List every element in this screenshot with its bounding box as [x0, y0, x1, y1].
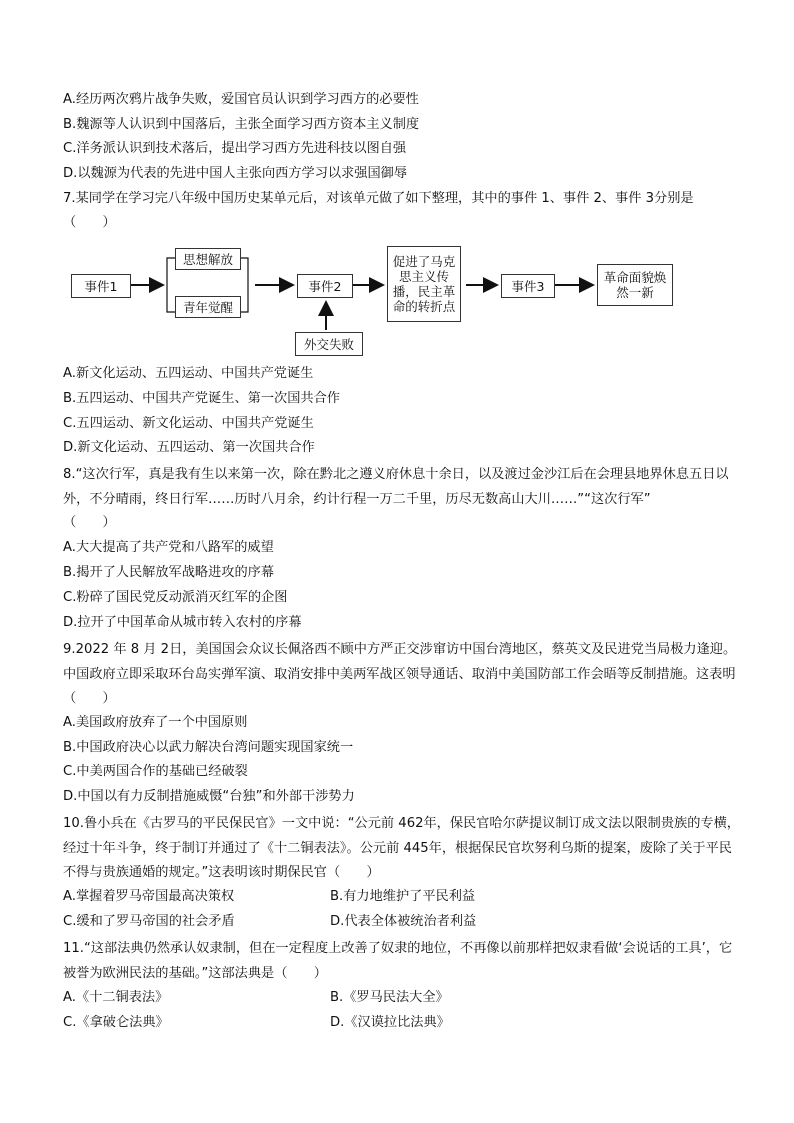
q8-answer-paren: （ ）	[63, 515, 116, 530]
q8-option-b: B.揭开了人民解放军战略进攻的序幕	[63, 565, 275, 580]
result-box: 革命面貌焕然一新	[597, 264, 673, 306]
youth-awakening-box: 青年觉醒	[175, 296, 241, 318]
q7-option-b: B.五四运动、中国共产党诞生、第一次国共合作	[63, 391, 340, 406]
q7-flow-diagram	[65, 242, 705, 362]
event1-box: 事件1	[71, 274, 131, 298]
q7-option-a: A.新文化运动、五四运动、中国共产党诞生	[63, 366, 314, 381]
q10-option-a: A.掌握着罗马帝国最高决策权	[63, 889, 235, 904]
q10-option-b: B.有力地维护了平民利益	[330, 889, 476, 904]
q11-stem: 11.“这部法典仍然承认奴隶制，但在一定程度上改善了奴隶的地位，不再像以前那样把奴隶看做‘会说话的工具’，它被誉为欧洲民法的基础。”这部法典是（ ）	[63, 941, 733, 981]
q8-option-a: A.大大提高了共产党和八路军的威望	[63, 540, 274, 555]
q8-stem: 8.“这次行军，真是我有生以来第一次，除在黔北之遵义府休息十余日，以及渡过金沙江后在会理县地界休息五日以外，不分晴雨，终日行军……历时八月余，约计行程一万二千里，历尽无数高山大川……”“这次行军”	[63, 467, 729, 507]
q6-option-d: D.以魏源为代表的先进中国人主张向西方学习以求强国御辱	[63, 166, 408, 181]
q10-option-c: C.缓和了罗马帝国的社会矛盾	[63, 914, 235, 929]
event2-box: 事件2	[297, 274, 353, 298]
q11-option-a: A.《十二铜表法》	[63, 990, 169, 1005]
q6-option-b: B.魏源等人认识到中国落后，主张全面学习西方资本主义制度	[63, 117, 420, 132]
diplomacy-failure-box: 外交失败	[295, 332, 363, 356]
q9-option-b: B.中国政府决心以武力解决台湾问题实现国家统一	[63, 740, 354, 755]
q9-option-a: A.美国政府放弃了一个中国原则	[63, 715, 248, 730]
q6-option-a: A.经历两次鸦片战争失败，爱国官员认识到学习西方的必要性	[63, 92, 419, 107]
promote-marxism-box: 促进了马克思主义传播，民主革命的转折点	[387, 246, 461, 322]
event3-box: 事件3	[501, 274, 555, 298]
q11-option-b: B.《罗马民法大全》	[330, 990, 449, 1005]
q7-stem: 7.某同学在学习完八年级中国历史某单元后，对该单元做了如下整理，其中的事件 1、事件 2、事件 3分别是	[63, 191, 694, 206]
thought-liberation-box: 思想解放	[175, 248, 241, 270]
q10-stem: 10.鲁小兵在《古罗马的平民保民官》一文中说：“公元前 462年，保民官哈尔萨提议制订成文法以限制贵族的专横，经过十年斗争，终于制订并通过了《十二铜表法》。公元前 445年，根据保民官坎努利乌斯的提案，废除了关于平民不得与贵族通婚的规定。”这表明该时期保民官（ ）	[63, 816, 740, 880]
q7-option-c: C.五四运动、新文化运动、中国共产党诞生	[63, 416, 314, 431]
q9-stem: 9.2022 年 8 月 2日，美国国会众议长佩洛西不顾中方严正交涉窜访中国台湾地区，蔡英文及民进党当局极力逢迎。中国政府立即采取环台岛实弹军演、取消安排中美两军战区领导通话、取消中美国防部工作会晤等反制措施。这表明（ ）	[63, 642, 737, 706]
q7-option-d: D.新文化运动、五四运动、第一次国共合作	[63, 440, 315, 455]
q8-option-c: C.粉碎了国民党反动派消灭红军的企图	[63, 590, 288, 605]
q7-answer-paren: （ ）	[63, 215, 116, 230]
q11-option-c: C.《拿破仑法典》	[63, 1015, 169, 1030]
q8-option-d: D.拉开了中国革命从城市转入农村的序幕	[63, 615, 302, 630]
q6-option-c: C.洋务派认识到技术落后，提出学习西方先进科技以图自强	[63, 141, 407, 156]
q10-option-d: D.代表全体被统治者利益	[330, 914, 477, 929]
q9-option-c: C.中美两国合作的基础已经破裂	[63, 764, 248, 779]
q9-option-d: D.中国以有力反制措施威慑“台独”和外部干涉势力	[63, 789, 355, 804]
q11-option-d: D.《汉谟拉比法典》	[330, 1015, 450, 1030]
